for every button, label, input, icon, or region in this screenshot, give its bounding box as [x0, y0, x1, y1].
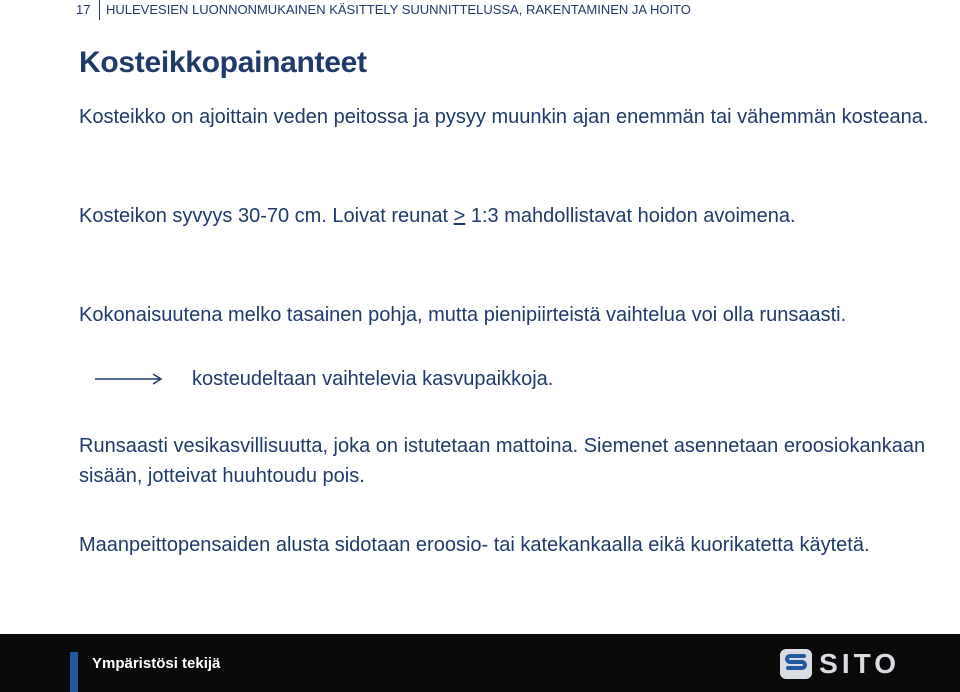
- paragraph-2-end: 1:3 mahdollistavat hoidon avoimena.: [465, 205, 796, 227]
- footer: [0, 634, 960, 692]
- paragraph-1: Kosteikko on ajoittain veden peitossa ja pysyy muunkin ajan enemmän tai vähemmän kosteana.: [79, 106, 929, 128]
- sito-logo-icon: [779, 648, 813, 680]
- arrow-row: [95, 364, 165, 394]
- greater-equal-symbol: >: [453, 205, 466, 227]
- header-title: HULEVESIEN LUONNONMUKAINEN KÄSITTELY SUUNNITTELUSSA, RAKENTAMINEN JA HOITO: [106, 2, 691, 17]
- footer-label: Ympäristösi tekijä: [92, 655, 221, 672]
- paragraph-4: Runsaasti vesikasvillisuutta, joka on istutetaan mattoina. Siemenet asennetaan eroosiokankaan sisään, jotteivat huuhtoudu pois.: [79, 435, 926, 487]
- page-title: Kosteikkopainanteet: [79, 46, 367, 79]
- page-header: [70, 0, 691, 20]
- footer-accent-bar: [70, 652, 78, 692]
- paragraph-2-start: Kosteikon syvyys 30-70 cm. Loivat reunat: [79, 205, 454, 227]
- arrow-text: kosteudeltaan vaihtelevia kasvupaikkoja.: [192, 368, 554, 390]
- sito-logo-text: SITO: [819, 648, 900, 679]
- paragraph-5: Maanpeittopensaiden alusta sidotaan eroosio- tai katekankaalla eikä kuorikatetta käytetä.: [79, 534, 870, 556]
- sito-logo: [779, 648, 900, 680]
- right-arrow-icon: [95, 371, 165, 387]
- page-number: 17: [70, 0, 100, 20]
- paragraph-3: Kokonaisuutena melko tasainen pohja, mutta pienipiirteistä vaihtelua voi olla runsaasti.: [79, 304, 847, 326]
- paragraph-2: [79, 201, 939, 231]
